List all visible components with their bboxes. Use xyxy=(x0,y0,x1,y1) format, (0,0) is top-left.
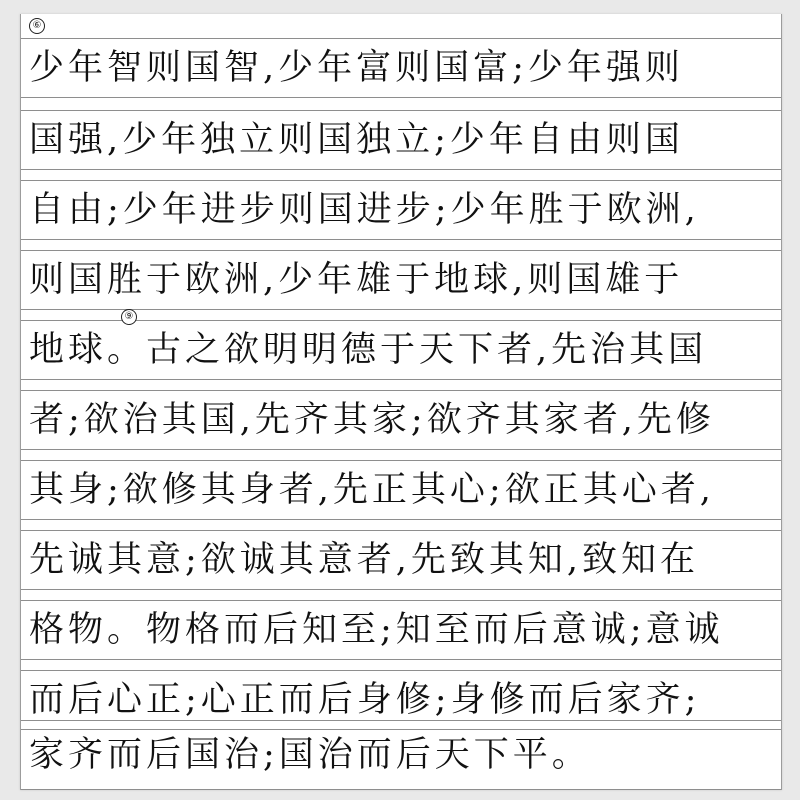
circled-number-6: ⑥ xyxy=(29,18,45,34)
text-line-7 xyxy=(21,460,781,520)
text-line-11 xyxy=(21,720,781,790)
line-text: 则国胜于欧洲,少年雄于地球,则国雄于 xyxy=(29,259,684,300)
copybook-page xyxy=(20,14,782,790)
circled-number-9: ⑨ xyxy=(121,309,137,325)
text-line-8 xyxy=(21,530,781,590)
text-line-2 xyxy=(21,110,781,170)
text-line-4 xyxy=(21,250,781,310)
text-line-5 xyxy=(21,320,781,380)
text-line-9 xyxy=(21,600,781,660)
line-text: 先诚其意;欲诚其意者,先致其知,致知在 xyxy=(29,539,700,580)
line-text: 自由;少年进步则国进步;少年胜于欧洲, xyxy=(29,189,700,230)
line-text: 而后心正;心正而后身修;身修而后家齐; xyxy=(29,679,701,720)
text-line-6 xyxy=(21,390,781,450)
text-line-3 xyxy=(21,180,781,240)
line-text: 其身;欲修其身者,先正其心;欲正其心者, xyxy=(29,469,715,510)
line-text: 国强,少年独立则国独立;少年自由则国 xyxy=(29,119,684,160)
line-text: 格物。物格而后知至;知至而后意诚;意诚 xyxy=(29,609,724,650)
text-line-1 xyxy=(21,38,781,98)
line-text: 家齐而后国治;国治而后天下平。 xyxy=(29,734,591,775)
line-text: 者;欲治其国,先齐其家;欲齐其家者,先修 xyxy=(29,399,715,440)
line-text: 地球。古之欲明明德于天下者,先治其国 xyxy=(29,329,708,370)
line-text: 少年智则国智,少年富则国富;少年强则 xyxy=(29,47,684,88)
